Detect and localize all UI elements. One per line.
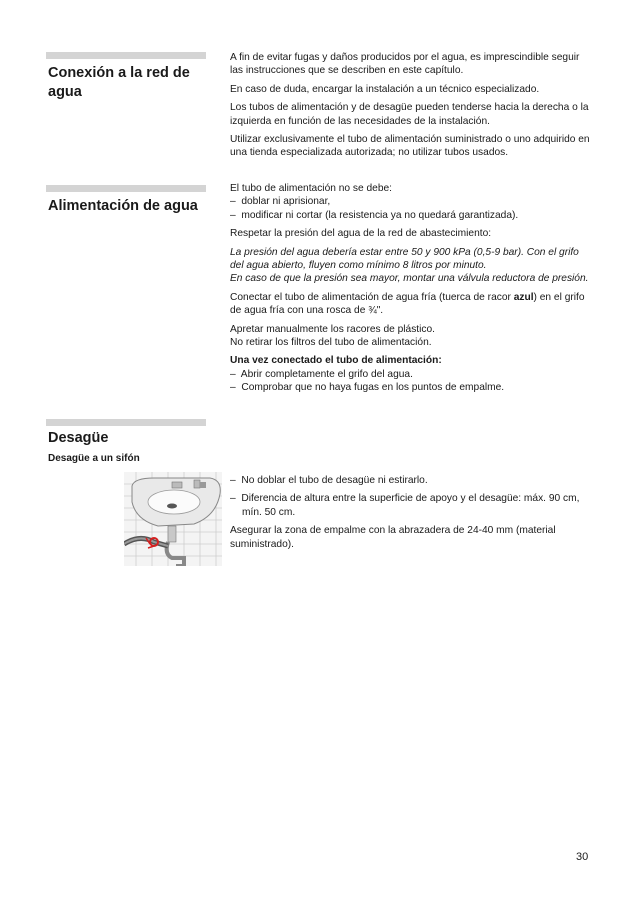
paragraph: A fin de evitar fugas y daños producidos por el agua, es imprescindible seguir las instrucciones que se describen en este capítulo. xyxy=(230,52,580,77)
paragraph xyxy=(230,492,590,519)
emphasis-azul: azul xyxy=(513,291,534,303)
bullet-item: – Comprobar que no haya fugas en los puntos de empalme. xyxy=(230,382,505,394)
conexion-text-column xyxy=(230,51,590,165)
subheading-conectado: Una vez conectado el tubo de alimentación: xyxy=(230,355,442,367)
paragraph xyxy=(230,474,590,487)
bullet-item: – Abrir completamente el grifo del agua. xyxy=(230,368,413,380)
bullet-item: – modificar ni cortar (la resistencia ya no quedará garantizada). xyxy=(230,209,519,221)
bullet-item: – Diferencia de altura entre la superficie de apoyo y el desagüe: máx. 90 cm, mín. 50 cm. xyxy=(230,493,580,518)
paragraph: Los tubos de alimentación y de desagüe pueden tenderse hacia la derecha o la izquierda en función de las necesidades de la instalación. xyxy=(230,102,589,127)
paragraph: Utilizar exclusivamente el tubo de alimentación suministrado o uno adquirido en una tienda especializada autorizada; no utilizar tubos usados. xyxy=(230,134,590,159)
paragraph: El tubo de alimentación no se debe: – doblar ni aprisionar, – modificar ni cortar (la resistencia ya no quedará garantizada). xyxy=(230,182,590,222)
desague-text-column xyxy=(230,474,590,556)
sink-siphon-drain-hose-illustration xyxy=(124,472,222,566)
section-heading-desague: Desagüe xyxy=(48,430,109,446)
bullet-item: – doblar ni aprisionar, xyxy=(230,196,331,208)
bullet-item: – No doblar el tubo de desagüe ni estirarlo. xyxy=(230,475,428,486)
paragraph: Apretar manualmente los racores de plástico. No retirar los filtros del tubo de alimentación. xyxy=(230,323,435,349)
section-bar xyxy=(46,185,206,192)
paragraph: Conectar el tubo de alimentación de agua fría (tuerca de racor azul) en el grifo de agua fría con una rosca de ¾". xyxy=(230,291,585,317)
section-bar xyxy=(46,52,206,59)
section-heading-conexion: Conexión a la red de agua xyxy=(48,65,190,100)
section-heading-alimentacion: Alimentación de agua xyxy=(48,198,198,214)
pressure-note: La presión del agua debería estar entre 50 y 900 kPa (0,5-9 bar). Con el grifo del agua abierto, fluyen como mínimo 8 litros por minuto. En caso de que la presión sea mayor, montar una válvula reductora de presión. xyxy=(230,246,589,285)
paragraph xyxy=(230,354,590,394)
page-number: 30 xyxy=(576,851,589,863)
paragraph: En caso de duda, encargar la instalación a un técnico especializado. xyxy=(230,83,540,95)
paragraph: Respetar la presión del agua de la red de abastecimiento: xyxy=(230,228,492,240)
subheading-desague-sifon: Desagüe a un sifón xyxy=(48,453,140,464)
alimentacion-text-column xyxy=(230,182,590,400)
section-bar xyxy=(46,419,206,426)
paragraph: Asegurar la zona de empalme con la abrazadera de 24-40 mm (material suministrado). xyxy=(230,525,556,550)
